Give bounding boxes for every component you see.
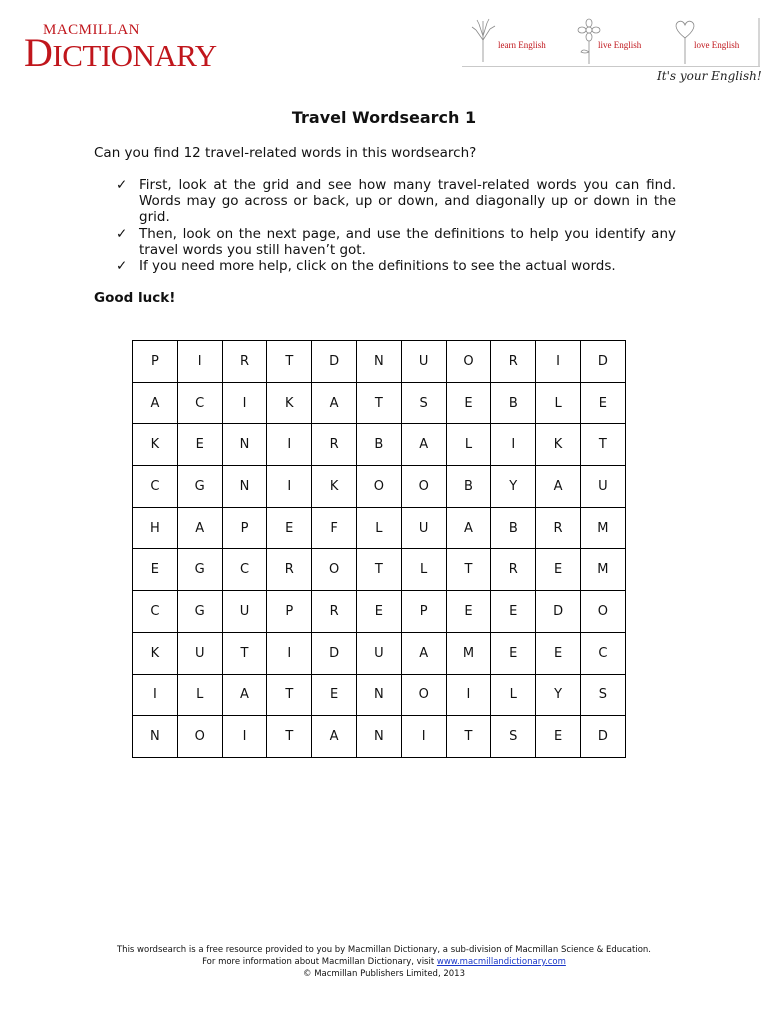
grid-cell: D	[580, 716, 625, 758]
grid-cell: I	[401, 716, 446, 758]
footer-line-3: © Macmillan Publishers Limited, 2013	[303, 969, 465, 979]
grid-cell: T	[267, 674, 312, 716]
footer-line-2	[0, 956, 768, 968]
grid-cell: G	[177, 466, 222, 508]
grid-row	[133, 424, 626, 466]
grid-cell: A	[446, 507, 491, 549]
grid-cell: I	[491, 424, 536, 466]
grid-cell: E	[580, 382, 625, 424]
grid-row	[133, 632, 626, 674]
grid-cell: I	[536, 341, 581, 383]
tagline: It's your English!	[657, 69, 762, 83]
checkmark-icon: ✓	[116, 258, 128, 275]
brand-strip	[462, 18, 760, 70]
grid-row	[133, 507, 626, 549]
grid-cell: U	[580, 466, 625, 508]
grid-row	[133, 382, 626, 424]
grid-cell: S	[491, 716, 536, 758]
grid-cell: T	[580, 424, 625, 466]
grid-cell: I	[222, 716, 267, 758]
grid-cell: L	[446, 424, 491, 466]
grid-cell: R	[536, 507, 581, 549]
grid-cell: O	[401, 674, 446, 716]
grid-cell: D	[312, 341, 357, 383]
grid-cell: C	[580, 632, 625, 674]
macmillan-dictionary-link[interactable]: www.macmillandictionary.com	[436, 957, 566, 967]
grid-cell: K	[133, 424, 178, 466]
logo-top-text: MACMILLAN	[43, 22, 140, 38]
logo-first-letter: D	[24, 30, 53, 75]
grid-cell: N	[356, 716, 401, 758]
grid-cell: O	[446, 341, 491, 383]
grid-cell: D	[312, 632, 357, 674]
grid-cell: A	[133, 382, 178, 424]
grid-cell: N	[222, 424, 267, 466]
grid-cell: B	[446, 466, 491, 508]
grid-cell: E	[312, 674, 357, 716]
grid-cell: T	[267, 716, 312, 758]
good-luck-text: Good luck!	[94, 290, 176, 306]
brand-live-english: live English	[598, 40, 642, 50]
grid-cell: O	[580, 591, 625, 633]
grid-cell: A	[312, 382, 357, 424]
grid-cell: P	[222, 507, 267, 549]
grid-cell: K	[133, 632, 178, 674]
instruction-text: Then, look on the next page, and use the definitions to help you identify any travel words you still haven’t got.	[139, 225, 676, 258]
grid-cell: L	[401, 549, 446, 591]
logo-rest-letters: ICTIONARY	[52, 38, 217, 73]
grid-cell: N	[356, 674, 401, 716]
pencil-stroke-icon	[756, 18, 762, 68]
grid-row	[133, 716, 626, 758]
grid-cell: I	[267, 424, 312, 466]
grid-cell: C	[133, 591, 178, 633]
footer	[0, 944, 768, 980]
checkmark-icon: ✓	[116, 225, 128, 242]
instruction-item	[116, 258, 676, 274]
grid-cell: M	[446, 632, 491, 674]
grid-cell: K	[267, 382, 312, 424]
grid-cell: N	[222, 466, 267, 508]
grid-cell: E	[536, 716, 581, 758]
grid-cell: C	[222, 549, 267, 591]
grid-cell: T	[446, 716, 491, 758]
grid-cell: E	[446, 382, 491, 424]
grid-cell: C	[177, 382, 222, 424]
grid-cell: I	[267, 466, 312, 508]
grid-cell: I	[133, 674, 178, 716]
footer-line-2-prefix: For more information about Macmillan Dictionary, visit	[202, 957, 437, 967]
brand-love-english: love English	[694, 40, 740, 50]
grid-row	[133, 466, 626, 508]
grid-cell: R	[222, 341, 267, 383]
grid-row	[133, 674, 626, 716]
grid-cell: D	[580, 341, 625, 383]
grid-row	[133, 341, 626, 383]
grid-cell: S	[580, 674, 625, 716]
grid-cell: O	[401, 466, 446, 508]
grid-cell: T	[222, 632, 267, 674]
grid-cell: P	[133, 341, 178, 383]
instruction-item	[116, 177, 676, 226]
grid-cell: U	[401, 341, 446, 383]
grid-cell: T	[446, 549, 491, 591]
grid-cell: H	[133, 507, 178, 549]
instruction-text: If you need more help, click on the definitions to see the actual words.	[139, 258, 616, 275]
grid-row	[133, 591, 626, 633]
grid-cell: E	[536, 632, 581, 674]
grid-cell: Y	[491, 466, 536, 508]
instruction-list	[116, 177, 676, 274]
grid-cell: R	[491, 549, 536, 591]
grid-cell: O	[356, 466, 401, 508]
grid-cell: E	[491, 591, 536, 633]
grid-cell: L	[536, 382, 581, 424]
grid-cell: L	[177, 674, 222, 716]
grid-cell: E	[177, 424, 222, 466]
grid-cell: B	[356, 424, 401, 466]
grid-cell: A	[222, 674, 267, 716]
grid-cell: R	[491, 341, 536, 383]
grid-cell: D	[536, 591, 581, 633]
grid-cell: T	[267, 341, 312, 383]
grid-cell: A	[536, 466, 581, 508]
instruction-text: First, look at the grid and see how many travel-related words you can find. Words may go across or back, up or down, and diagonally up or down in the grid.	[139, 177, 676, 226]
grid-row	[133, 549, 626, 591]
grid-cell: A	[177, 507, 222, 549]
grid-cell: R	[312, 424, 357, 466]
grid-cell: I	[222, 382, 267, 424]
grid-cell: C	[133, 466, 178, 508]
grid-cell: I	[267, 632, 312, 674]
grid-cell: R	[267, 549, 312, 591]
brand-divider-line	[462, 66, 760, 67]
grid-cell: U	[222, 591, 267, 633]
wordsearch-grid	[132, 340, 626, 758]
grid-cell: B	[491, 507, 536, 549]
grid-cell: R	[312, 591, 357, 633]
grid-cell: K	[536, 424, 581, 466]
grid-cell: N	[356, 341, 401, 383]
grid-cell: F	[312, 507, 357, 549]
grid-cell: P	[267, 591, 312, 633]
grid-cell: L	[356, 507, 401, 549]
grid-cell: G	[177, 549, 222, 591]
footer-line-1: This wordsearch is a free resource provided to you by Macmillan Dictionary, a sub-division of Macmillan Science & Education.	[116, 945, 651, 955]
grid-cell: U	[177, 632, 222, 674]
grid-cell: T	[356, 549, 401, 591]
grid-cell: A	[401, 632, 446, 674]
page-title: Travel Wordsearch 1	[291, 108, 477, 127]
grid-cell: U	[401, 507, 446, 549]
checkmark-icon: ✓	[116, 177, 128, 193]
grid-cell: E	[133, 549, 178, 591]
grid-cell: M	[580, 549, 625, 591]
grid-cell: B	[491, 382, 536, 424]
grid-cell: Y	[536, 674, 581, 716]
grid-cell: E	[356, 591, 401, 633]
grid-cell: A	[312, 716, 357, 758]
grid-cell: G	[177, 591, 222, 633]
grid-cell: N	[133, 716, 178, 758]
grid-cell: E	[491, 632, 536, 674]
brand-learn-english: learn English	[498, 40, 546, 50]
grid-cell: M	[580, 507, 625, 549]
instruction-item	[116, 226, 676, 258]
intro-text: Can you find 12 travel-related words in this wordsearch?	[94, 145, 477, 161]
grid-cell: I	[177, 341, 222, 383]
tree-sketch-icon	[468, 18, 498, 62]
grid-cell: A	[401, 424, 446, 466]
grid-cell: O	[177, 716, 222, 758]
grid-cell: L	[491, 674, 536, 716]
grid-cell: E	[536, 549, 581, 591]
grid-cell: U	[356, 632, 401, 674]
grid-cell: E	[446, 591, 491, 633]
grid-cell: T	[356, 382, 401, 424]
grid-cell: E	[267, 507, 312, 549]
grid-cell: S	[401, 382, 446, 424]
grid-cell: O	[312, 549, 357, 591]
grid-cell: P	[401, 591, 446, 633]
grid-cell: K	[312, 466, 357, 508]
grid-cell: I	[446, 674, 491, 716]
